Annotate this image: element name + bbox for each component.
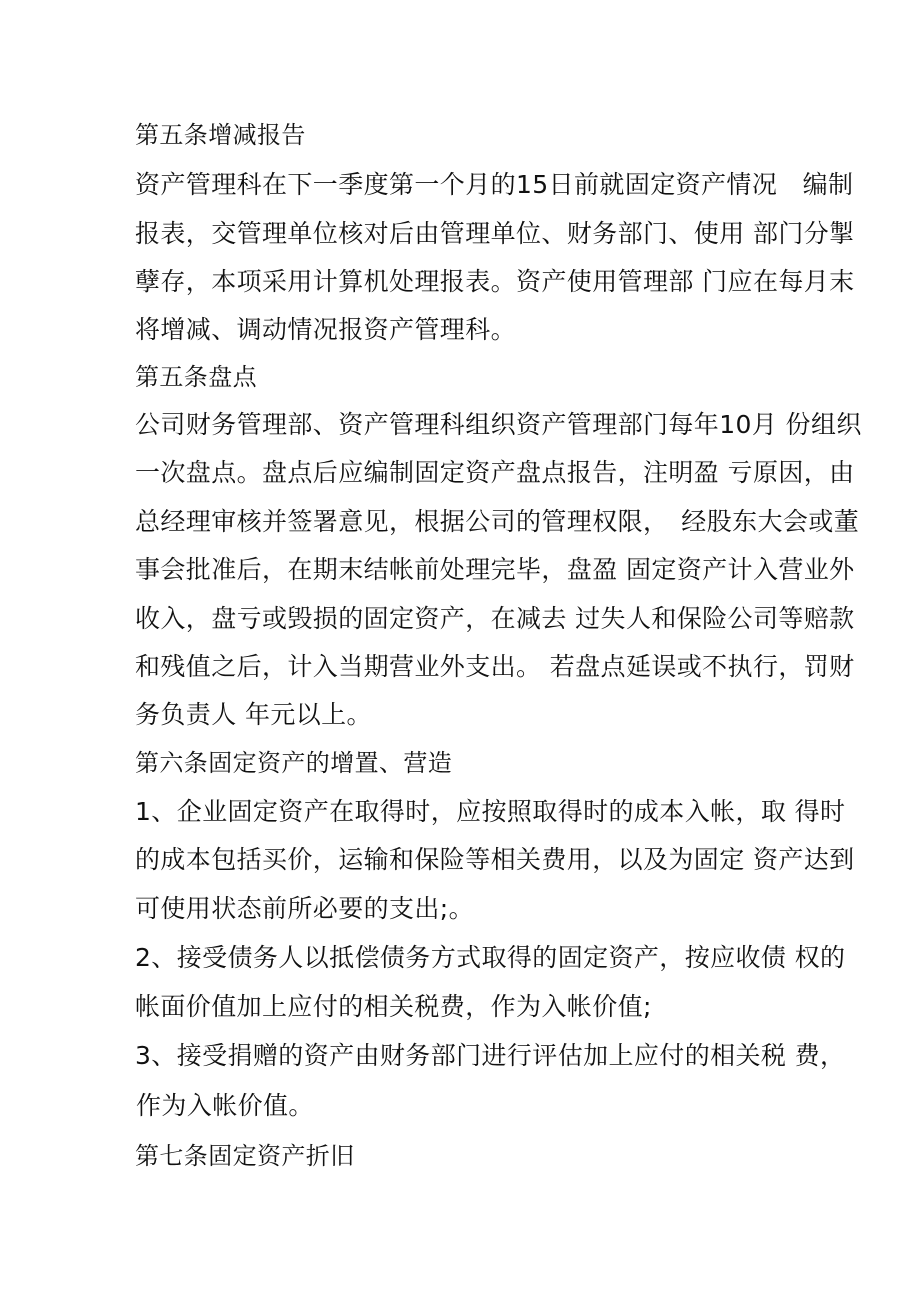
paragraph-line: 和残值之后，计入当期营业外支出。 若盘点延误或不执行，罚财: [135, 652, 855, 681]
paragraph-line: 将增减、调动情况报资产管理科。: [135, 315, 517, 344]
paragraph-line: 可使用状态前所必要的支出;。: [135, 894, 475, 923]
paragraph-line: 的成本包括买价，运输和保险等相关费用，以及为固定 资产达到: [135, 845, 855, 874]
paragraph-line: 务负责人 年元以上。: [135, 700, 372, 729]
paragraph-line: 报表，交管理单位核对后由管理单位、财务部门、使用 部门分掣: [135, 219, 855, 248]
paragraph-line: 公司财务管理部、资产管理科组织资产管理部门每年10月 份组织: [135, 410, 862, 439]
paragraph-line: 资产管理科在下一季度第一个月的15日前就固定资产情况 编制: [135, 170, 854, 199]
paragraph-line: 收入，盘亏或毁损的固定资产，在减去 过失人和保险公司等赔款: [135, 604, 855, 633]
paragraph-line: 事会批准后，在期末结帐前处理完毕，盘盈 固定资产计入营业外: [135, 555, 855, 584]
paragraph-line: 孽存，本项采用计算机处理报表。资产使用管理部 门应在每月末: [135, 267, 855, 296]
paragraph-line: 帐面价值加上应付的相关税费，作为入帐价值;: [135, 992, 652, 1021]
section-heading-fixed-asset-acquisition: 第六条固定资产的增置、营造: [135, 749, 453, 777]
paragraph-line: 总经理审核并签署意见，根据公司的管理权限， 经股东大会或董: [135, 507, 860, 536]
paragraph-line: 2、接受债务人以抵偿债务方式取得的固定资产，按应收债 权的: [135, 943, 846, 972]
section-heading-fixed-asset-depreciation: 第七条固定资产折旧: [135, 1142, 355, 1170]
paragraph-line: 作为入帐价值。: [136, 1091, 314, 1120]
section-heading-inventory-check: 第五条盘点: [135, 363, 257, 391]
paragraph-line: 一次盘点。盘点后应编制固定资产盘点报告，注明盈 亏原因，由: [135, 458, 855, 487]
paragraph-line: 3、接受捐赠的资产由财务部门进行评估加上应付的相关税 费，: [135, 1041, 846, 1070]
section-heading-increase-decrease-report: 第五条增减报告: [135, 121, 306, 149]
paragraph-line: 1、企业固定资产在取得时，应按照取得时的成本入帐，取 得时: [135, 797, 846, 826]
